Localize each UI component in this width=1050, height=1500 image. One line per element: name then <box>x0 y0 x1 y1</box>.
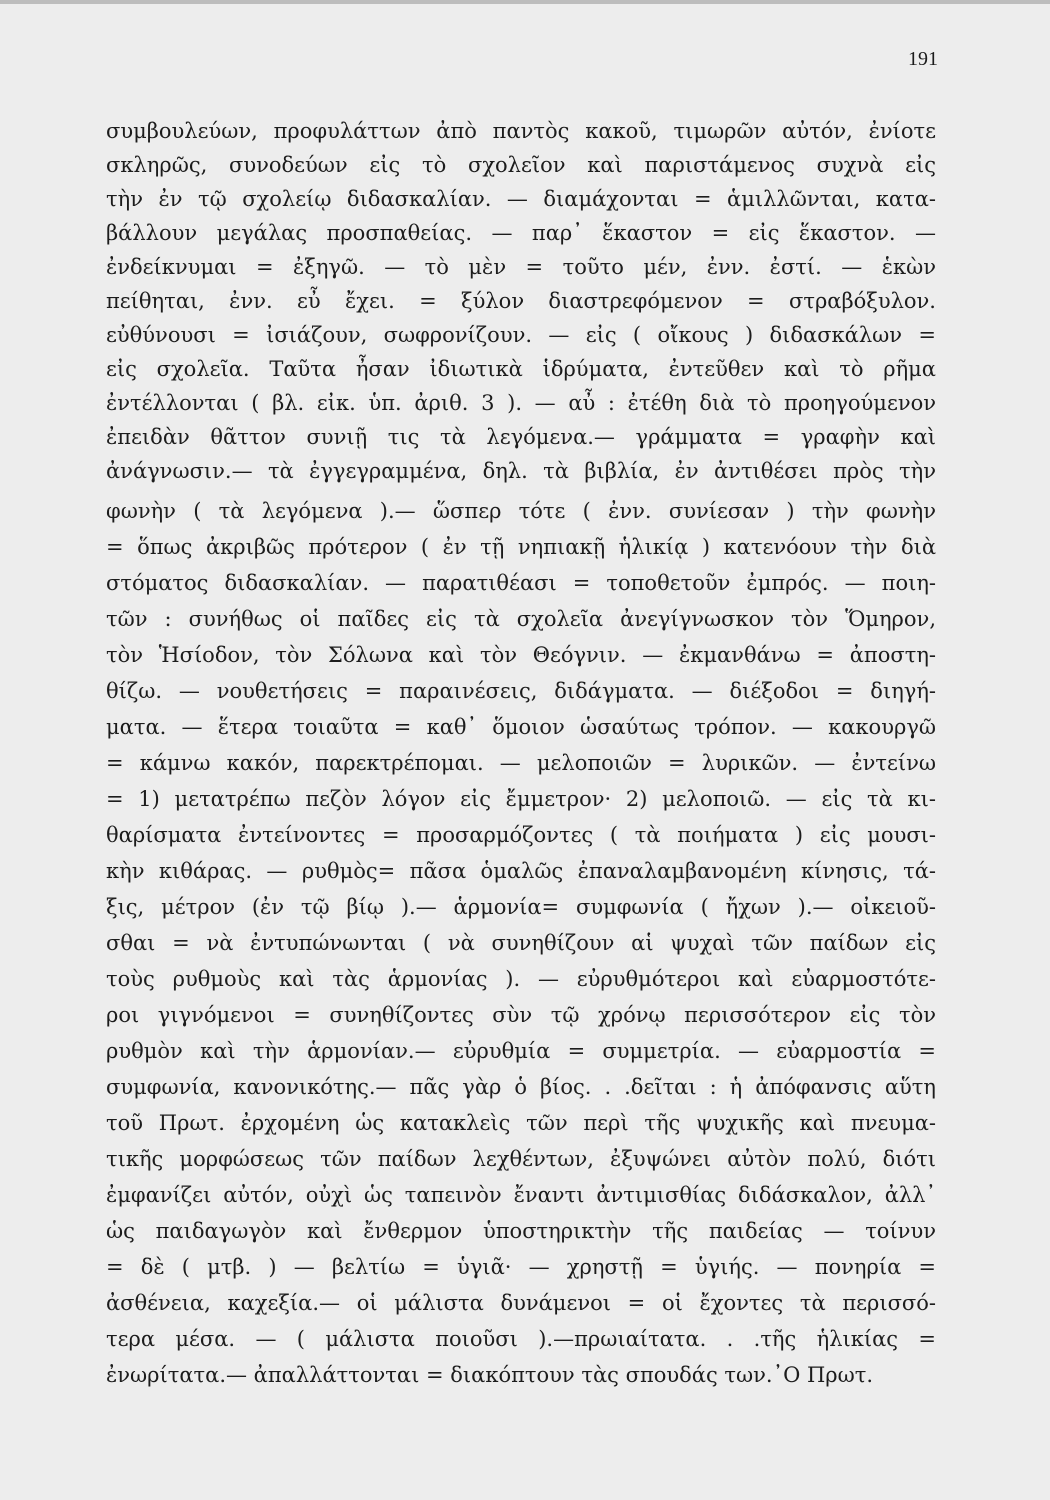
text-line: τὸν Ἡσίοδον, τὸν Σόλωνα καὶ τὸν Θεόγνιν. — ἐκμανθάνω = ἀποστη- <box>106 643 936 667</box>
text-line: ἀσθένεια, καχεξία.— οἱ μάλιστα δυνάμενοι = οἱ ἔχοντες τὰ περισσό- <box>106 1291 936 1315</box>
text-line: ξις, μέτρον (ἐν τῷ βίῳ ).— ἁρμονία= συμφωνία ( ἤχων ).— οἰκειοῦ- <box>106 895 936 919</box>
text-line: εἰς σχολεῖα. Ταῦτα ἦσαν ἰδιωτικὰ ἱδρύματα, ἐντεῦθεν καὶ τὸ ρῆμα <box>106 357 936 381</box>
text-line: ρυθμὸν καὶ τὴν ἁρμονίαν.— εὐρυθμία = συμμετρία. — εὐαρμοστία = <box>106 1039 936 1063</box>
text-line: θίζω. — νουθετήσεις = παραινέσεις, διδάγματα. — διέξοδοι = διηγή- <box>106 679 936 703</box>
text-line: ἐπειδὰν θᾶττον συνιῇ τις τὰ λεγόμενα.— γράμματα = γραφὴν καὶ <box>106 425 936 449</box>
text-line: τὴν ἐν τῷ σχολείῳ διδασκαλίαν. — διαμάχονται = ἁμιλλῶνται, κατα- <box>106 187 936 211</box>
text-line: = ὅπως ἀκριβῶς πρότερον ( ἐν τῇ νηπιακῇ ἡλικίᾳ ) κατενόουν τὴν διὰ <box>106 535 936 559</box>
text-line: τοὺς ρυθμοὺς καὶ τὰς ἁρμονίας ). — εὐρυθμότεροι καὶ εὐαρμοστότε- <box>106 967 936 991</box>
text-line: σθαι = νὰ ἐντυπώνωνται ( νὰ συνηθίζουν αἱ ψυχαὶ τῶν παίδων εἰς <box>106 931 936 955</box>
text-line: = δὲ ( μτβ. ) — βελτίω = ὑγιᾶ· — χρηστῇ = ὑγιής. — πονηρία = <box>106 1255 936 1279</box>
text-line: ἐνωρίτατα.— ἀπαλλάττονται = διακόπτουν τὰς σπουδάς των.᾽Ο Πρωτ. <box>106 1363 874 1387</box>
text-line: τικῆς μορφώσεως τῶν παίδων λεχθέντων, ἐξυψώνει αὐτὸν πολύ, διότι <box>106 1147 936 1171</box>
text-line: ὡς παιδαγωγὸν καὶ ἔνθερμον ὑποστηρικτὴν τῆς παιδείας — τοίνυν <box>106 1219 936 1243</box>
text-line: κὴν κιθάρας. — ρυθμὸς= πᾶσα ὁμαλῶς ἐπαναλαμβανομένη κίνησις, τά- <box>106 859 936 883</box>
text-line: εὐθύνουσι = ἰσιάζουν, σωφρονίζουν. — εἰς ( οἴκους ) διδασκάλων = <box>106 323 936 347</box>
text-line: θαρίσματα ἐντείνοντες = προσαρμόζοντες ( τὰ ποιήματα ) εἰς μουσι- <box>106 823 936 847</box>
text-line: ἐντέλλονται ( βλ. εἰκ. ὑπ. ἀριθ. 3 ). — αὖ : ἐτέθη διὰ τὸ προηγούμενον <box>106 391 936 415</box>
text-line: = 1) μετατρέπω πεζὸν λόγον εἰς ἔμμετρον· 2) μελοποιῶ. — εἰς τὰ κι- <box>106 787 936 811</box>
text-line: ματα. — ἕτερα τοιαῦτα = καθ᾽ ὅμοιον ὡσαύτως τρόπον. — κακουργῶ <box>106 715 936 739</box>
text-line: βάλλουν μεγάλας προσπαθείας. — παρ᾽ ἕκαστον = εἰς ἕκαστον. — <box>106 221 936 245</box>
text-line: τερα μέσα. — ( μάλιστα ποιοῦσι ).—πρωιαίτατα. . .τῆς ἡλικίας = <box>106 1327 936 1351</box>
text-line: = κάμνω κακόν, παρεκτρέπομαι. — μελοποιῶν = λυρικῶν. — ἐντείνω <box>106 751 936 775</box>
text-line: συμφωνία, κανονικότης.— πᾶς γὰρ ὁ βίος. . .δεῖται : ἡ ἀπόφανσις αὕτη <box>106 1075 936 1099</box>
text-line: σκληρῶς, συνοδεύων εἰς τὸ σχολεῖον καὶ παριστάμενος συχνὰ εἰς <box>106 153 936 177</box>
page-number: 191 <box>908 48 938 70</box>
text-line: συμβουλεύων, προφυλάττων ἀπὸ παντὸς κακοῦ, τιμωρῶν αὐτόν, ἐνίοτε <box>106 119 936 143</box>
text-line: ροι γιγνόμενοι = συνηθίζοντες σὺν τῷ χρόνῳ περισσότερον εἰς τὸν <box>106 1003 936 1027</box>
text-line: ἐνδείκνυμαι = ἐξηγῶ. — τὸ μὲν = τοῦτο μέν, ἐνν. ἐστί. — ἑκὼν <box>106 255 936 279</box>
text-line: τῶν : συνήθως οἱ παῖδες εἰς τὰ σχολεῖα ἀνεγίγνωσκον τὸν Ὅμηρον, <box>106 607 936 631</box>
text-line: στόματος διδασκαλίαν. — παρατιθέασι = τοποθετοῦν ἐμπρός. — ποιη- <box>106 571 936 595</box>
text-line: πείθηται, ἐνν. εὖ ἔχει. = ξύλον διαστρεφόμενον = στραβόξυλον. <box>106 289 936 313</box>
text-line: τοῦ Πρωτ. ἐρχομένη ὡς κατακλεὶς τῶν περὶ τῆς ψυχικῆς καὶ πνευμα- <box>106 1111 936 1135</box>
text-line: ἀνάγνωσιν.— τὰ ἐγγεγραμμένα, δηλ. τὰ βιβλία, ἐν ἀντιθέσει πρὸς τὴν <box>106 459 936 483</box>
text-line: ἐμφανίζει αὐτόν, οὐχὶ ὡς ταπεινὸν ἔναντι ἀντιμισθίας διδάσκαλον, ἀλλ᾽ <box>106 1183 936 1207</box>
text-line: φωνὴν ( τὰ λεγόμενα ).— ὥσπερ τότε ( ἐνν. συνίεσαν ) τὴν φωνὴν <box>106 499 936 523</box>
